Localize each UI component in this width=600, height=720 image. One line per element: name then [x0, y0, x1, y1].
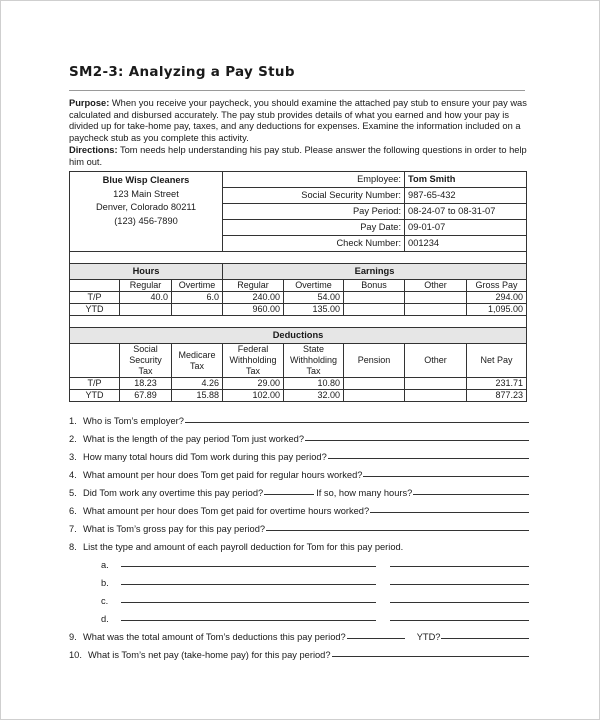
employee-label: Employee: [223, 172, 405, 188]
question-number: 9. [69, 632, 77, 642]
cell [405, 390, 467, 402]
deduction-amount-blank[interactable] [390, 584, 529, 585]
question-text: How many total hours did Tom work during this pay period? [83, 452, 327, 462]
cell [344, 378, 405, 390]
question-7 [69, 516, 529, 534]
cell: 15.88 [172, 390, 223, 402]
col-header: Regular [223, 280, 284, 292]
col-header: Bonus [344, 280, 405, 292]
purpose-text: When you receive your paycheck, you should examine the attached pay stub to ensure your pay was calculated and disbursed accurately. The pay stub provides details of what you earned and how your pay is divided up for take-home pay, taxes, and any deductions for expenses. Examine the information included on a paycheck stub as you complete this activity. [69, 98, 527, 144]
item-label: c. [101, 596, 109, 606]
cell [405, 292, 467, 304]
question-1 [69, 408, 529, 426]
row-label-blank [70, 280, 120, 292]
question-number: 4. [69, 470, 77, 480]
col-header: Other [405, 280, 467, 292]
item-label: b. [101, 578, 109, 588]
cell [344, 292, 405, 304]
deduction-item-d [69, 606, 529, 624]
deduction-amount-blank[interactable] [390, 602, 529, 603]
cell [172, 304, 223, 316]
question-number: 3. [69, 452, 77, 462]
question-text: Did Tom work any overtime this pay period? [83, 488, 264, 498]
cell: 102.00 [223, 390, 284, 402]
purpose-paragraph [69, 98, 529, 145]
answer-blank-hours[interactable] [413, 494, 529, 495]
question-text: What is Tom’s net pay (take-home pay) for this pay period? [88, 650, 331, 660]
question-10 [69, 642, 529, 660]
answer-blank[interactable] [328, 458, 529, 459]
col-header: Federal Withholding Tax [223, 344, 284, 378]
cell: 40.0 [120, 292, 172, 304]
deduction-type-blank[interactable] [121, 620, 376, 621]
title-divider [69, 90, 525, 91]
deduction-item-b [69, 570, 529, 588]
question-text: List the type and amount of each payroll deduction for Tom for this pay period. [83, 542, 404, 552]
pay-date-label: Pay Date: [223, 220, 405, 236]
pay-period-value: 08-24-07 to 08-31-07 [405, 204, 527, 220]
deduction-type-blank[interactable] [121, 584, 376, 585]
question-4 [69, 462, 529, 480]
deduction-type-blank[interactable] [121, 602, 376, 603]
question-number: 8. [69, 542, 77, 552]
pay-period-label: Pay Period: [223, 204, 405, 220]
cell [405, 304, 467, 316]
check-number-label: Check Number: [223, 236, 405, 252]
directions-text: Tom needs help understanding his pay stub. Please answer the following questions in order to help him out. [69, 145, 527, 167]
answer-blank[interactable] [266, 530, 529, 531]
question-number: 5. [69, 488, 77, 498]
ssn-label: Social Security Number: [223, 188, 405, 204]
questions-list [69, 408, 529, 660]
col-header: Medicare Tax [172, 344, 223, 378]
question-text: Who is Tom’s employer? [83, 416, 184, 426]
check-number-value: 001234 [405, 236, 527, 252]
deduction-type-blank[interactable] [121, 566, 376, 567]
col-header: Net Pay [467, 344, 527, 378]
answer-blank-overtime[interactable] [264, 494, 314, 495]
cell: 10.80 [284, 378, 344, 390]
directions-paragraph [69, 145, 529, 168]
page-title: SM2-3: Analyzing a Pay Stub [69, 64, 295, 80]
question-number: 10. [69, 650, 82, 660]
cell: 240.00 [223, 292, 284, 304]
row-label-blank [70, 344, 120, 378]
row-label: T/P [70, 292, 120, 304]
row-label: YTD [70, 390, 120, 402]
pay-stub-table [69, 171, 527, 402]
table-row [70, 378, 527, 390]
cell [344, 304, 405, 316]
question-number: 7. [69, 524, 77, 534]
answer-blank[interactable] [370, 512, 529, 513]
col-header: Overtime [172, 280, 223, 292]
hours-header: Hours [70, 264, 223, 280]
answer-blank[interactable] [332, 656, 529, 657]
pay-date-value: 09-01-07 [405, 220, 527, 236]
row-label: YTD [70, 304, 120, 316]
col-header: Social Security Tax [120, 344, 172, 378]
cell [120, 304, 172, 316]
cell: 4.26 [172, 378, 223, 390]
directions-label: Directions: [69, 145, 118, 155]
question-text-2: If so, how many hours? [316, 488, 413, 498]
company-info [70, 172, 223, 252]
employee-value: Tom Smith [405, 172, 527, 188]
spacer-row [70, 316, 527, 328]
question-9 [69, 624, 529, 642]
cell: 6.0 [172, 292, 223, 304]
cell: 32.00 [284, 390, 344, 402]
company-name: Blue Wisp Cleaners [102, 175, 190, 185]
answer-blank[interactable] [185, 422, 529, 423]
question-8 [69, 534, 529, 552]
cell: 231.71 [467, 378, 527, 390]
spacer-row [70, 252, 527, 264]
company-street: 123 Main Street [113, 188, 179, 199]
cell: 960.00 [223, 304, 284, 316]
question-number: 2. [69, 434, 77, 444]
question-text: What is the length of the pay period Tom just worked? [83, 434, 305, 444]
cell: 18.23 [120, 378, 172, 390]
ssn-value: 987-65-432 [405, 188, 527, 204]
earnings-header: Earnings [223, 264, 527, 280]
question-6 [69, 498, 529, 516]
table-row [70, 304, 527, 316]
col-header: Gross Pay [467, 280, 527, 292]
table-row [70, 390, 527, 402]
cell: 54.00 [284, 292, 344, 304]
cell: 67.89 [120, 390, 172, 402]
col-header: Pension [344, 344, 405, 378]
deduction-amount-blank[interactable] [390, 566, 529, 567]
answer-blank[interactable] [363, 476, 529, 477]
question-text: What amount per hour does Tom get paid for overtime hours worked? [83, 506, 370, 516]
question-text: What was the total amount of Tom’s deductions this pay period? [83, 632, 346, 642]
item-label: d. [101, 614, 109, 624]
cell: 877.23 [467, 390, 527, 402]
cell: 135.00 [284, 304, 344, 316]
question-3 [69, 444, 529, 462]
row-label: T/P [70, 378, 120, 390]
deductions-header: Deductions [70, 328, 527, 344]
cell: 1,095.00 [467, 304, 527, 316]
cell [344, 390, 405, 402]
question-text: What is Tom’s gross pay for this pay period? [83, 524, 266, 534]
purpose-label: Purpose: [69, 98, 110, 108]
question-number: 6. [69, 506, 77, 516]
table-row [70, 292, 527, 304]
cell: 29.00 [223, 378, 284, 390]
col-header: State Withholding Tax [284, 344, 344, 378]
answer-blank-period[interactable] [347, 638, 405, 639]
company-city: Denver, Colorado 80211 [95, 202, 197, 213]
answer-blank[interactable] [305, 440, 529, 441]
cell: 294.00 [467, 292, 527, 304]
question-2 [69, 426, 529, 444]
col-header: Overtime [284, 280, 344, 292]
question-number: 1. [69, 416, 77, 426]
item-label: a. [101, 560, 109, 570]
col-header: Regular [120, 280, 172, 292]
deduction-item-c [69, 588, 529, 606]
question-text-2: YTD? [416, 632, 441, 642]
deduction-amount-blank[interactable] [390, 620, 529, 621]
answer-blank-ytd[interactable] [441, 638, 529, 639]
question-text: What amount per hour does Tom get paid for regular hours worked? [83, 470, 363, 480]
cell [405, 378, 467, 390]
deduction-item-a [69, 552, 529, 570]
company-phone: (123) 456-7890 [114, 215, 178, 226]
col-header: Other [405, 344, 467, 378]
question-5 [69, 480, 529, 498]
